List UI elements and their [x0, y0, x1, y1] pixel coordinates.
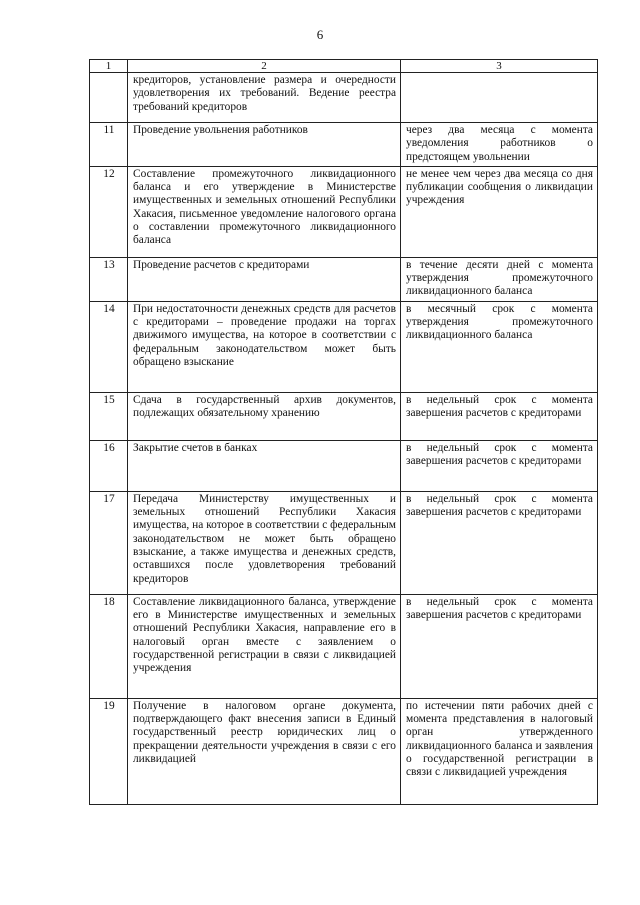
table-row	[90, 440, 598, 491]
row-number: 11	[90, 123, 128, 167]
table-row	[90, 123, 598, 167]
page-number: 6	[316, 27, 324, 42]
row-number: 15	[90, 392, 128, 440]
row-number: 17	[90, 491, 128, 594]
column-header-action: 2	[128, 60, 401, 73]
row-number: 18	[90, 594, 128, 698]
table-row	[90, 491, 598, 594]
table-row	[90, 698, 598, 804]
row-term: в недельный срок с момента завершения расчетов с кредиторами	[401, 392, 598, 440]
row-term: в недельный срок с момента завершения расчетов с кредиторами	[401, 491, 598, 594]
row-term: через два месяца с момента уведомления работников о предстоящем увольнении	[401, 123, 598, 167]
row-term: в месячный срок с момента утверждения промежуточного ликвидационного баланса	[401, 301, 598, 392]
row-action: Проведение расчетов с кредиторами	[128, 257, 401, 301]
row-term	[401, 73, 598, 123]
row-action: При недостаточности денежных средств для расчетов с кредиторами – проведение продажи на торгах движимого имущества, на которое в соответствии с федеральным законодательством может быть обращено взыскание	[128, 301, 401, 392]
table-header-row	[90, 60, 598, 73]
table-row	[90, 166, 598, 257]
row-action: Составление ликвидационного баланса, утверждение его в Министерстве имущественных и земельных отношений Республики Хакасия, направление его в налоговый орган вместе с заявлением о государственной регистрации в связи с ликвидацией учреждения	[128, 594, 401, 698]
row-action: Закрытие счетов в банках	[128, 440, 401, 491]
column-header-number: 1	[90, 60, 128, 73]
row-action: Получение в налоговом органе документа, подтверждающего факт внесения записи в Единый государственный реестр юридических лиц о прекращении деятельности учреждения в связи с его ликвидацией	[128, 698, 401, 804]
row-number: 14	[90, 301, 128, 392]
row-number: 13	[90, 257, 128, 301]
table-row	[90, 594, 598, 698]
table-row	[90, 301, 598, 392]
row-action: Передача Министерству имущественных и земельных отношений Республики Хакасия имущества, на которое в соответствии с федеральным законодательством не может быть обращено взыскание, а также имущества и денежных средств, оставшихся после удовлетворения требований кредиторов	[128, 491, 401, 594]
table-row	[90, 257, 598, 301]
row-number	[90, 73, 128, 123]
row-number: 16	[90, 440, 128, 491]
column-header-term: 3	[401, 60, 598, 73]
row-number: 19	[90, 698, 128, 804]
row-term: не менее чем через два месяца со дня публикации сообщения о ликвидации учреждения	[401, 166, 598, 257]
row-action: Составление промежуточного ликвидационного баланса и его утверждение в Министерстве имущественных и земельных отношений Республики Хакасия, письменное уведомление налогового органа о составлении промежуточного ликвидационного баланса	[128, 166, 401, 257]
row-action: кредиторов, установление размера и очередности удовлетворения их требований. Ведение реестра требований кредиторов	[128, 73, 401, 123]
row-action: Проведение увольнения работников	[128, 123, 401, 167]
table-row	[90, 392, 598, 440]
row-term: в недельный срок с момента завершения расчетов с кредиторами	[401, 440, 598, 491]
liquidation-plan-table	[89, 59, 598, 805]
row-number: 12	[90, 166, 128, 257]
row-term: в недельный срок с момента завершения расчетов с кредиторами	[401, 594, 598, 698]
row-term: по истечении пяти рабочих дней с момента представления в налоговый орган утвержденного ликвидационного баланса и заявления о государственной регистрации в связи с ликвидацией учреждения	[401, 698, 598, 804]
table-row	[90, 73, 598, 123]
row-term: в течение десяти дней с момента утверждения промежуточного ликвидационного баланса	[401, 257, 598, 301]
row-action: Сдача в государственный архив документов, подлежащих обязательному хранению	[128, 392, 401, 440]
